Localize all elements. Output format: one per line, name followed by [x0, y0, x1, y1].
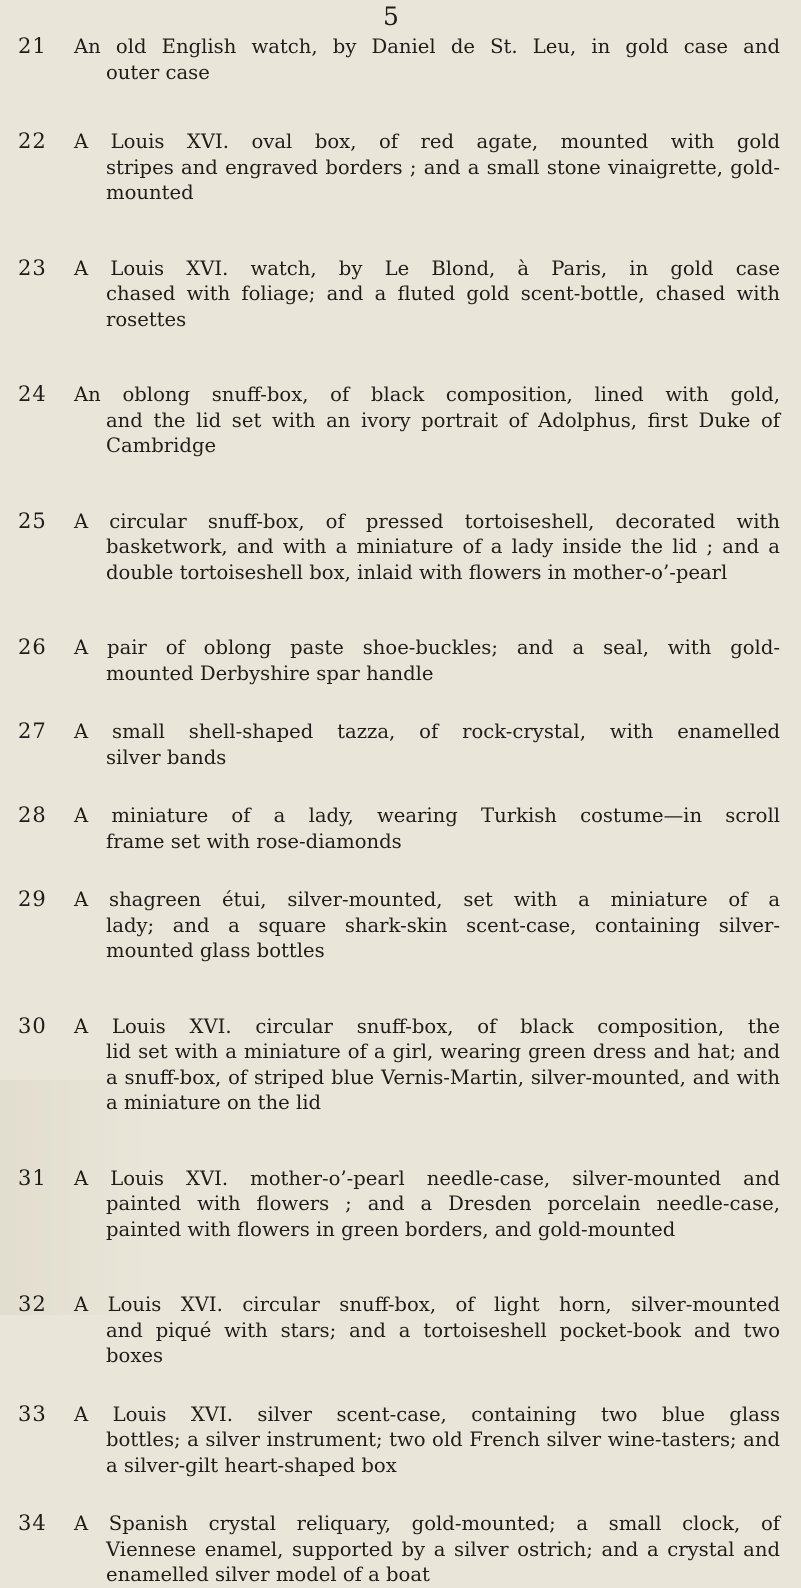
lot-description-continuation: Viennese enamel, supported by a silver ostrich; and a crystal and enamelled silver model of a boat [106, 1537, 780, 1586]
lot-description-first-line: A Louis XVI. circular snuff-box, of black composition, the [74, 1014, 780, 1038]
lot-description [74, 256, 780, 333]
lot-entry [0, 719, 801, 770]
lot-number: 31 [18, 1165, 47, 1190]
lot-entry [0, 1292, 801, 1369]
lot-number: 32 [18, 1292, 47, 1316]
lot-description-first-line: An old English watch, by Daniel de St. Leu, in gold case and [74, 35, 780, 58]
lot-number: 21 [18, 34, 47, 58]
lot-description [74, 1166, 780, 1243]
lot-description-continuation: basketwork, and with a miniature of a lady inside the lid ; and a double tortoiseshell box, inlaid with flowers in mother-o’-pearl [106, 535, 780, 584]
lot-number: 29 [18, 887, 47, 911]
lot-entry [0, 635, 801, 686]
lot-entry [0, 256, 801, 333]
lot-entry [0, 34, 801, 85]
lot-description-continuation: and the lid set with an ivory portrait of Adolphus, first Duke of Cambridge [106, 408, 780, 457]
lot-description [74, 1402, 780, 1479]
lot-description-continuation: outer case [106, 60, 210, 84]
lot-number: 22 [18, 129, 47, 153]
lot-number: 30 [18, 1013, 47, 1038]
lot-entry [0, 1511, 801, 1588]
lot-description-first-line: A Louis XVI. watch, by Le Blond, à Paris, in gold case [74, 256, 780, 280]
lot-description-continuation: painted with flowers ; and a Dresden porcelain needle-case, painted with flowers in green borders, and gold-mounted [106, 1192, 780, 1241]
lot-description-first-line: A circular snuff-box, of pressed tortoiseshell, decorated with [74, 509, 780, 533]
lot-entry [0, 129, 801, 206]
lot-entry [0, 803, 801, 854]
lot-description [74, 719, 780, 770]
lot-number: 27 [18, 719, 47, 743]
lot-description-continuation: lady; and a square shark-skin scent-case, containing silver-mounted glass bottles [106, 913, 780, 962]
lot-description-continuation: silver bands [106, 745, 227, 769]
lot-description-continuation: and piqué with stars; and a tortoiseshell pocket-book and two boxes [106, 1318, 780, 1367]
lot-description [74, 382, 780, 459]
lot-description [74, 1014, 780, 1116]
lot-description-first-line: A Louis XVI. mother-o’-pearl needle-case, silver-mounted and [74, 1166, 780, 1190]
lot-description-continuation: bottles; a silver instrument; two old French silver wine-tasters; and a silver-gilt heart-shaped box [106, 1428, 780, 1477]
lot-number: 25 [18, 508, 47, 533]
lot-entry [0, 887, 801, 964]
lot-description-first-line: A Spanish crystal reliquary, gold-mounted; a small clock, of [74, 1512, 780, 1535]
lot-description [74, 509, 780, 586]
lot-description [74, 803, 780, 854]
lot-description-first-line: A small shell-shaped tazza, of rock-crystal, with enamelled [74, 720, 780, 743]
lot-description [74, 635, 780, 686]
lot-number: 33 [18, 1401, 47, 1426]
lot-description-first-line: A miniature of a lady, wearing Turkish costume—in scroll [74, 804, 780, 827]
lot-description-first-line: A Louis XVI. silver scent-case, containing two blue glass [74, 1402, 780, 1426]
lot-description-first-line: An oblong snuff-box, of black composition, lined with gold, [74, 383, 780, 406]
lot-description-first-line: A Louis XVI. oval box, of red agate, mounted with gold [74, 130, 780, 153]
lot-description [74, 1292, 780, 1369]
lot-number: 28 [18, 803, 47, 827]
page-number: 5 [383, 2, 400, 31]
lot-entry [0, 509, 801, 586]
lot-entry [0, 1166, 801, 1243]
lot-number: 26 [18, 635, 47, 659]
lot-number: 23 [18, 255, 47, 280]
lot-description [74, 34, 780, 85]
lot-description [74, 1511, 780, 1588]
lot-description [74, 887, 780, 964]
lot-list [0, 34, 801, 1588]
lot-description-continuation: frame set with rose-diamonds [106, 829, 402, 853]
lot-description-continuation: chased with foliage; and a fluted gold scent-bottle, chased with rosettes [106, 282, 780, 331]
lot-description-first-line: A Louis XVI. circular snuff-box, of light horn, silver-mounted [74, 1293, 780, 1316]
lot-description-first-line: A pair of oblong paste shoe-buckles; and a seal, with gold- [74, 636, 780, 659]
lot-entry [0, 382, 801, 459]
lot-number: 24 [18, 382, 47, 406]
lot-description-continuation: lid set with a miniature of a girl, wearing green dress and hat; and a snuff-box, of striped blue Vernis-Martin, silver-mounted, and with a miniature on the lid [106, 1040, 780, 1114]
lot-entry [0, 1402, 801, 1479]
lot-description-continuation: mounted Derbyshire spar handle [106, 661, 434, 685]
lot-description-first-line: A shagreen étui, silver-mounted, set with a miniature of a [74, 888, 780, 911]
lot-entry [0, 1014, 801, 1116]
lot-description [74, 129, 780, 206]
lot-description-continuation: stripes and engraved borders ; and a small stone vinaigrette, gold-mounted [106, 155, 780, 204]
lot-number: 34 [18, 1511, 47, 1535]
